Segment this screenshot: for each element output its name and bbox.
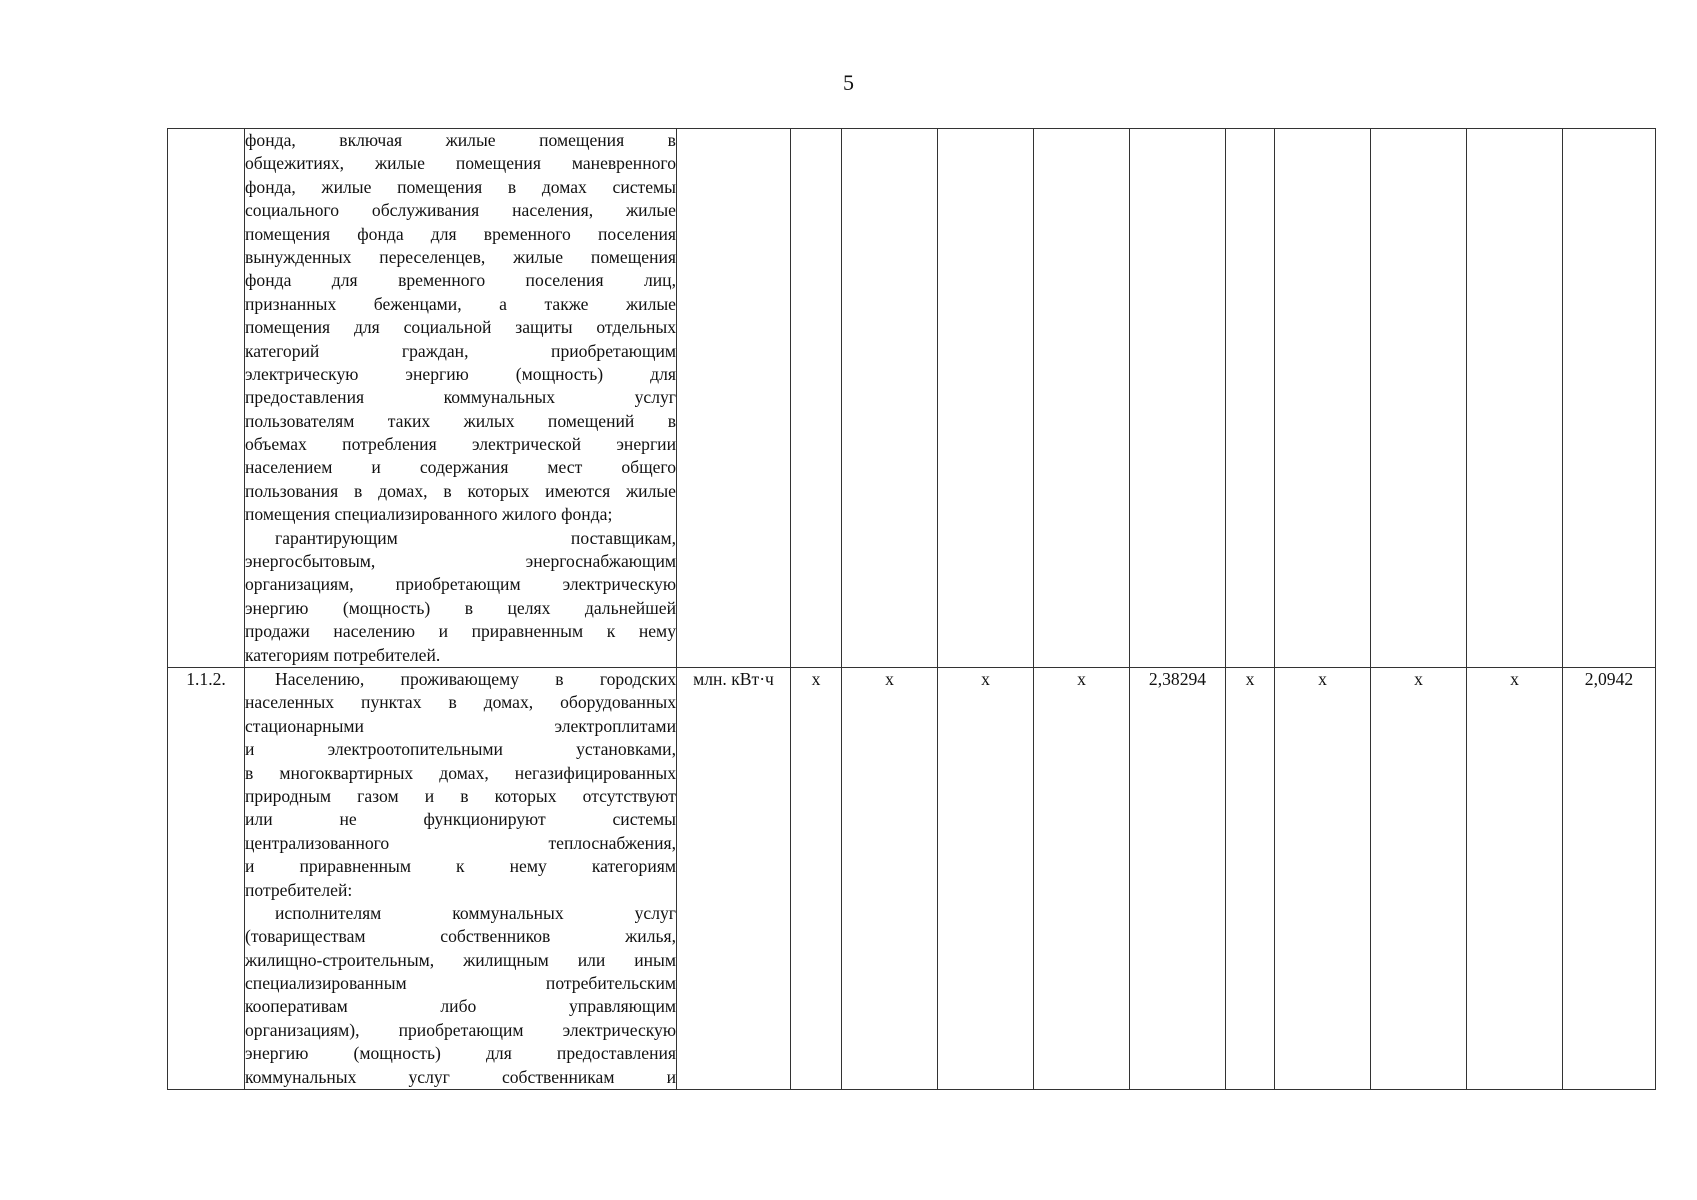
description-line: предоставления коммунальных услуг — [245, 387, 676, 408]
description-line: организациям), приобретающим электрическую — [245, 1019, 676, 1040]
description-line: электрическую энергию (мощность) для — [245, 363, 676, 384]
value-cell: 2,38294 — [1130, 667, 1226, 1089]
description-line: централизованного теплоснабжения, — [245, 832, 676, 853]
value-cell: х — [938, 667, 1034, 1089]
description-line: (товариществам собственников жилья, — [245, 926, 676, 947]
description-line: гарантирующим поставщикам, — [275, 527, 676, 548]
value-cell: 2,0942 — [1563, 667, 1656, 1089]
description-line: энергосбытовым, энергоснабжающим — [245, 551, 676, 572]
description-line: Населению, проживающему в городских — [275, 668, 676, 689]
description-line: населенных пунктах в домах, оборудованных — [245, 692, 676, 713]
description-line: потребителей: — [245, 879, 353, 900]
description-line: фонда, включая жилые помещения в — [245, 130, 676, 150]
description-line: помещения для социальной защиты отдельных — [245, 317, 676, 338]
value-cell — [1467, 129, 1563, 668]
value-cell — [842, 129, 938, 668]
value-cell — [1563, 129, 1656, 668]
description-line: природным газом и в которых отсутствуют — [245, 785, 676, 806]
table-row — [168, 667, 1656, 1089]
value-cell: х — [1226, 667, 1275, 1089]
description-line: помещения фонда для временного поселения — [245, 223, 676, 244]
value-cell — [1226, 129, 1275, 668]
value-cell: х — [1371, 667, 1467, 1089]
value-cell: х — [1275, 667, 1371, 1089]
value-cell: х — [791, 667, 842, 1089]
description-line: населением и содержания мест общего — [245, 457, 676, 478]
value-cell — [938, 129, 1034, 668]
description-line: специализированным потребительским — [245, 973, 676, 994]
description-line: и приравненным к нему категориям — [245, 856, 676, 877]
row-number-cell — [168, 129, 245, 668]
description-line: организациям, приобретающим электрическую — [245, 574, 676, 595]
description-line: социального обслуживания населения, жилые — [245, 200, 676, 221]
value-cell — [1371, 129, 1467, 668]
value-cell — [791, 129, 842, 668]
row-number-cell: 1.1.2. — [168, 667, 245, 1089]
description-line: или не функционируют системы — [245, 809, 676, 830]
unit-cell — [677, 129, 791, 668]
table-row — [168, 129, 1656, 668]
description-line: признанных беженцами, а также жилые — [245, 293, 676, 314]
description-line: коммунальных услуг собственникам и — [245, 1066, 676, 1087]
description-line: помещения специализированного жилого фонда; — [245, 504, 613, 525]
description-line: и электроотопительными установками, — [245, 739, 676, 760]
description-line: энергию (мощность) в целях дальнейшей — [245, 597, 676, 618]
description-line: в многоквартирных домах, негазифицированных — [245, 762, 676, 783]
description-line: пользователям таких жилых помещений в — [245, 410, 676, 431]
description-line: вынужденных переселенцев, жилые помещения — [245, 246, 676, 267]
page-number: 5 — [843, 70, 854, 95]
value-cell: х — [1034, 667, 1130, 1089]
value-cell: х — [842, 667, 938, 1089]
value-cell — [1275, 129, 1371, 668]
unit-cell: млн. кВт·ч — [677, 667, 791, 1089]
description-cell — [245, 667, 677, 1089]
description-line: фонда, жилые помещения в домах системы — [245, 176, 676, 197]
description-line: энергию (мощность) для предоставления — [245, 1043, 676, 1064]
description-line: категорий граждан, приобретающим — [245, 340, 676, 361]
description-line: общежитиях, жилые помещения маневренного — [245, 153, 676, 174]
description-line: пользования в домах, в которых имеются жилые — [245, 480, 676, 501]
value-cell — [1130, 129, 1226, 668]
description-cell — [245, 129, 677, 668]
value-cell: х — [1467, 667, 1563, 1089]
description-line: фонда для временного поселения лиц, — [245, 270, 676, 291]
description-line: категориям потребителей. — [245, 644, 441, 665]
description-line: стационарными электроплитами — [245, 715, 676, 736]
description-line: кооперативам либо управляющим — [245, 996, 676, 1017]
value-cell — [1034, 129, 1130, 668]
description-line: жилищно-строительным, жилищным или иным — [245, 949, 676, 970]
description-line: объемах потребления электрической энергии — [245, 434, 676, 455]
description-line: исполнителям коммунальных услуг — [275, 902, 676, 923]
tariff-table — [167, 128, 1656, 1090]
description-line: продажи населению и приравненным к нему — [245, 621, 676, 642]
